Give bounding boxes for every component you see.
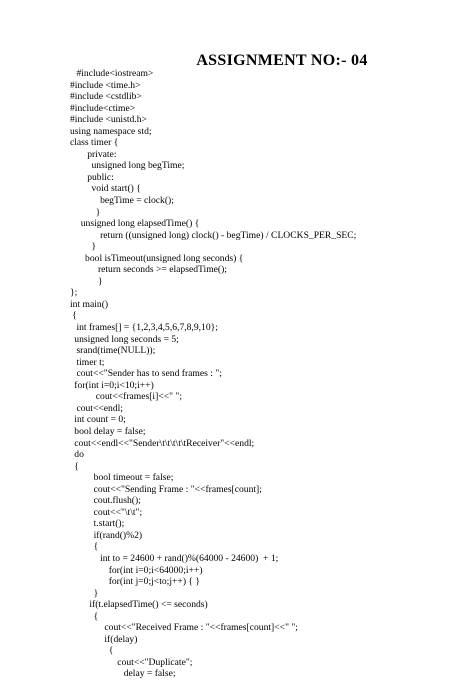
code-line: cout<<"Sending Frame : "<<frames[count]; xyxy=(93,483,262,495)
code-line: #include<ctime> xyxy=(70,102,136,114)
code-line: }; xyxy=(70,287,78,299)
code-line: cout<<endl<<"Sender\t\t\t\t\tReceiver"<<endl; xyxy=(74,437,255,449)
code-line: bool timeout = false; xyxy=(93,472,174,484)
code-line: bool delay = false; xyxy=(74,425,146,437)
code-line: if(delay) xyxy=(104,633,138,645)
code-line: public: xyxy=(87,171,114,183)
code-line: bool isTimeout(unsigned long seconds) { xyxy=(85,252,244,264)
code-line: unsigned long begTime; xyxy=(91,160,185,172)
code-line: } xyxy=(95,206,101,218)
code-line: } xyxy=(93,587,99,599)
code-listing xyxy=(70,68,460,680)
code-line: private: xyxy=(87,148,117,160)
code-line: { xyxy=(93,541,99,553)
code-line: int frames[] = {1,2,3,4,5,6,7,8,9,10}; xyxy=(76,322,218,334)
code-line: cout<<endl; xyxy=(76,402,123,414)
code-line: { xyxy=(108,645,114,657)
code-line: int count = 0; xyxy=(74,414,126,426)
code-line: unsigned long seconds = 5; xyxy=(74,333,179,345)
code-line: void start() { xyxy=(91,183,141,195)
code-line: #include <cstdlib> xyxy=(70,91,142,103)
code-line: int to = 24600 + rand()%(64000 - 24600) + 1; xyxy=(100,552,279,564)
code-line: unsigned long elapsedTime() { xyxy=(80,218,200,230)
code-line: int main() xyxy=(70,298,109,310)
code-line: for(int i=0;i<10;i++) xyxy=(74,379,154,391)
code-line: cout<<"Received Frame : "<<frames[count]<<" "; xyxy=(104,622,298,634)
code-line: if(t.elapsedTime() <= seconds) xyxy=(89,599,208,611)
code-line: timer t; xyxy=(76,356,105,368)
code-line: class timer { xyxy=(70,137,119,149)
code-line: if(rand()%2) xyxy=(93,529,143,541)
code-line: t.start(); xyxy=(93,518,125,530)
code-line: return seconds >= elapsedTime(); xyxy=(97,264,227,276)
code-line: #include <unistd.h> xyxy=(70,114,147,126)
code-line: do xyxy=(74,449,84,461)
code-line: cout.flush(); xyxy=(93,495,141,507)
code-line: using namespace std; xyxy=(70,125,152,137)
code-line: { xyxy=(74,460,79,472)
code-line: { xyxy=(72,310,77,322)
code-line: } xyxy=(97,275,103,287)
code-line: cout<<"Duplicate"; xyxy=(117,656,193,668)
code-line: begTime = clock(); xyxy=(100,195,174,207)
code-line: srand(time(NULL)); xyxy=(76,345,156,357)
code-line: delay = false; xyxy=(123,668,176,680)
code-line: { xyxy=(93,610,99,622)
code-line: cout<<"\t\t"; xyxy=(93,506,143,518)
code-line: for(int j=0;j<to;j++) { } xyxy=(108,576,201,588)
code-line: for(int i=0;i<64000;i++) xyxy=(108,564,203,576)
code-line: #include <time.h> xyxy=(70,79,141,91)
code-line: return ((unsigned long) clock() - begTime) / CLOCKS_PER_SEC; xyxy=(100,229,357,241)
code-line: #include<iostream> xyxy=(76,68,154,79)
code-line: cout<<frames[i]<<" "; xyxy=(95,391,183,403)
code-line: cout<<"Sender has to send frames : "; xyxy=(76,368,222,380)
code-line: } xyxy=(91,241,97,253)
assignment-title: ASSIGNMENT NO:- 04 xyxy=(196,52,368,69)
